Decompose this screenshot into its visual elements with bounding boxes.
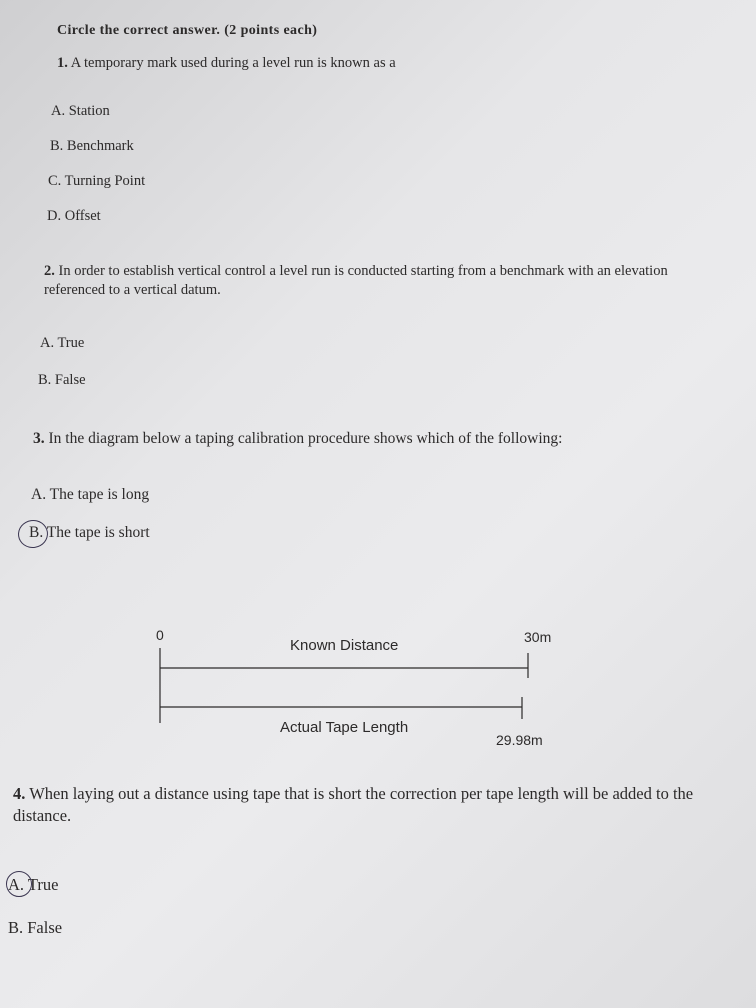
question-3-option-a: A. The tape is long xyxy=(31,486,150,503)
question-3 xyxy=(33,430,562,448)
diagram-30m-label: 30m xyxy=(524,629,552,645)
question-4-number: 4. xyxy=(13,784,26,803)
question-4-text: When laying out a distance using tape that is short the correction per tape length will be added to the distance. xyxy=(13,784,694,825)
answer-circle-mark xyxy=(16,518,50,550)
question-1-number: 1. xyxy=(57,55,68,71)
question-1-text: A temporary mark used during a level run is known as a xyxy=(70,55,396,71)
question-4 xyxy=(13,783,753,827)
question-2-text: In order to establish vertical control a level run is conducted starting from a benchmark with an elevation referenced to a vertical datum. xyxy=(44,263,668,298)
question-3-text: In the diagram below a taping calibration procedure shows which of the following: xyxy=(48,430,563,447)
question-2-option-b: B. False xyxy=(38,372,86,388)
question-1-option-d: D. Offset xyxy=(47,208,101,224)
question-2 xyxy=(44,262,704,300)
question-2-number: 2. xyxy=(44,263,55,279)
tape-calibration-diagram xyxy=(140,615,580,755)
instructions-header: Circle the correct answer. (2 points each) xyxy=(57,23,318,38)
question-3-number: 3. xyxy=(33,430,45,447)
question-4-option-a: A. True xyxy=(8,875,59,894)
question-4-option-b: B. False xyxy=(8,918,63,937)
question-2-option-a: A. True xyxy=(40,335,85,351)
question-1-option-c: C. Turning Point xyxy=(48,173,146,189)
question-3-option-b: B. The tape is short xyxy=(29,524,150,541)
question-1 xyxy=(57,55,396,72)
question-1-option-a: A. Station xyxy=(51,103,110,119)
diagram-known-distance-label: Known Distance xyxy=(290,637,399,654)
diagram-zero-label: 0 xyxy=(156,627,164,643)
diagram-actual-length-label: Actual Tape Length xyxy=(280,719,409,736)
answer-circle-mark xyxy=(6,871,32,897)
question-1-option-b: B. Benchmark xyxy=(50,138,134,154)
diagram-29-98m-label: 29.98m xyxy=(496,732,543,748)
